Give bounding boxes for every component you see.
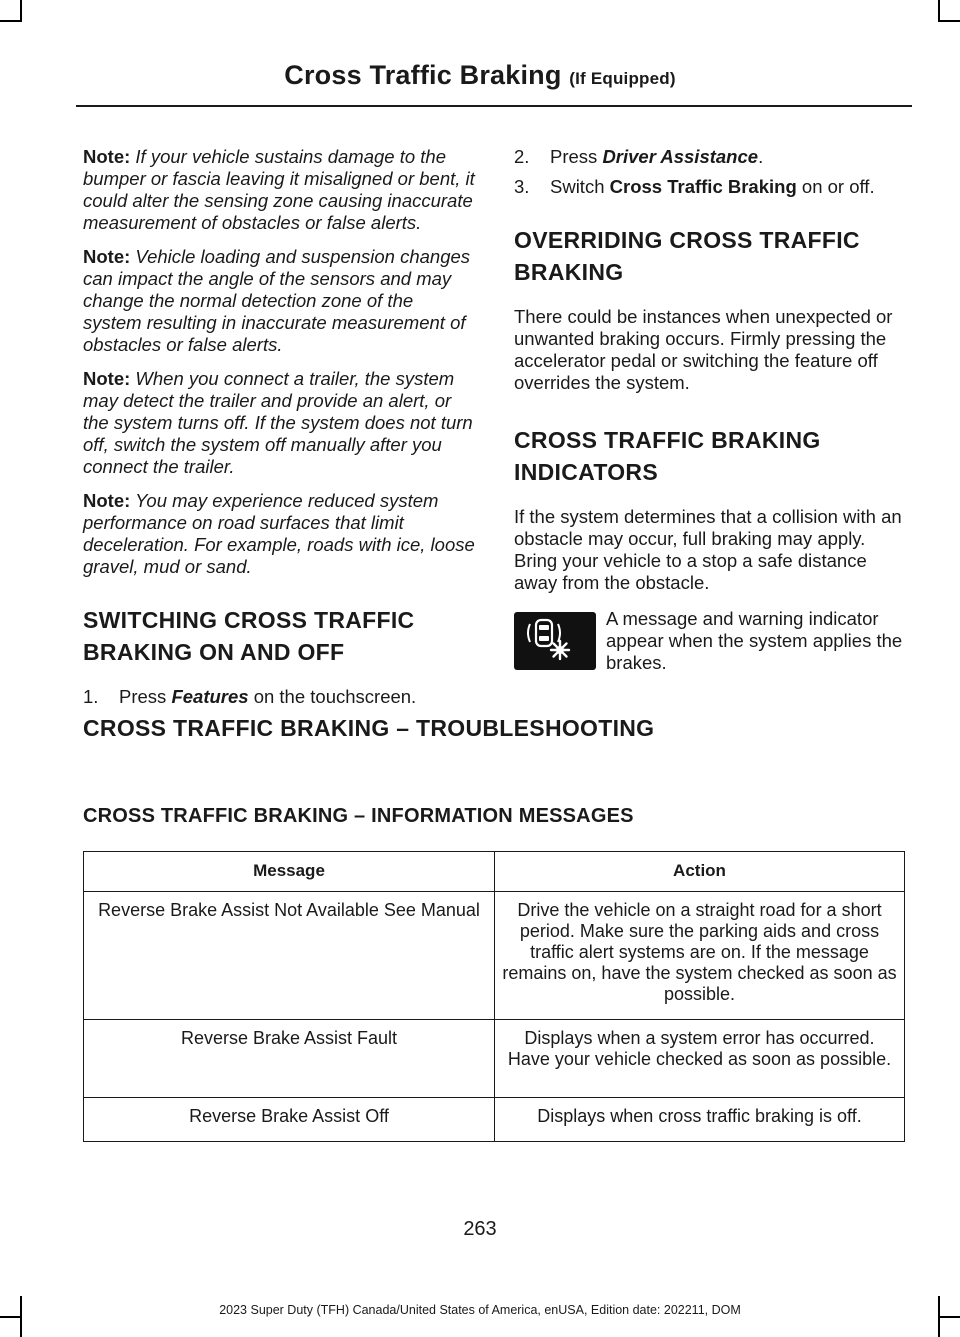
switching-heading-line-2: BRAKING ON AND OFF bbox=[83, 639, 345, 665]
page-title: Cross Traffic Braking bbox=[284, 60, 562, 90]
note-text: Vehicle loading and suspension changes can impact the angle of the sensors and may change the normal detection zone of the system resulting in inaccurate measurement of obstacles or false alerts. bbox=[83, 246, 471, 355]
information-messages-table bbox=[83, 851, 905, 1142]
indicators-heading bbox=[514, 424, 908, 488]
step-3 bbox=[514, 176, 908, 198]
page-header bbox=[0, 60, 960, 91]
action-cell: Displays when cross traffic braking is off. bbox=[495, 1098, 905, 1142]
step-number: 1. bbox=[83, 686, 99, 707]
step-text: Press Features on the touchscreen. bbox=[119, 686, 417, 707]
column-header-message: Message bbox=[84, 852, 495, 892]
switching-heading bbox=[83, 604, 475, 668]
action-cell: Drive the vehicle on a straight road for a short period. Make sure the parking aids and cross traffic alert systems are on. If the message remains on, have the system checked as soon as possible. bbox=[495, 892, 905, 1020]
note-label: Note: bbox=[83, 490, 131, 511]
left-column bbox=[83, 146, 475, 716]
right-column bbox=[514, 146, 908, 674]
note-label: Note: bbox=[83, 368, 131, 389]
page-footer: 2023 Super Duty (TFH) Canada/United States of America, enUSA, Edition date: 202211, DOM bbox=[219, 1303, 741, 1317]
header-divider bbox=[76, 105, 912, 107]
column-header-action: Action bbox=[495, 852, 905, 892]
indicator-caption: A message and warning indicator appear when the system applies the brakes. bbox=[606, 608, 903, 673]
information-messages-heading: CROSS TRAFFIC BRAKING – INFORMATION MESSAGES bbox=[83, 805, 634, 827]
message-cell: Reverse Brake Assist Not Available See Manual bbox=[84, 892, 495, 1020]
page-title-suffix: (If Equipped) bbox=[569, 69, 676, 88]
driver-assistance-label: Driver Assistance bbox=[602, 146, 759, 167]
cross-traffic-braking-label: Cross Traffic Braking bbox=[609, 176, 797, 197]
note-label: Note: bbox=[83, 146, 131, 167]
step-text: Switch Cross Traffic Braking on or off. bbox=[550, 176, 875, 197]
overriding-heading bbox=[514, 224, 908, 288]
crop-mark bbox=[0, 20, 22, 22]
page-number: 263 bbox=[463, 1218, 497, 1240]
note-text: You may experience reduced system performance on road surfaces that limit deceleration. For example, roads with ice, loose gravel, mud or sand. bbox=[83, 490, 475, 577]
overriding-heading-line-2: BRAKING bbox=[514, 259, 624, 285]
crop-mark bbox=[938, 20, 960, 22]
step-2 bbox=[514, 146, 908, 168]
troubleshooting-heading: CROSS TRAFFIC BRAKING – TROUBLESHOOTING bbox=[83, 715, 655, 741]
overriding-paragraph: There could be instances when unexpected or unwanted braking occurs. Firmly pressing the accelerator pedal or switching the feature off overrides the system. bbox=[514, 306, 893, 393]
overriding-heading-line-1: OVERRIDING CROSS TRAFFIC bbox=[514, 227, 860, 253]
note-paragraph bbox=[83, 146, 475, 234]
note-text: If your vehicle sustains damage to the bumper or fascia leaving it misaligned or bent, it could alter the sensing zone causing inaccurate measurement of obstacles or false alerts. bbox=[83, 146, 475, 233]
note-paragraph bbox=[83, 368, 475, 478]
step-number: 2. bbox=[514, 146, 530, 167]
indicators-heading-line-2: INDICATORS bbox=[514, 459, 658, 485]
switching-heading-line-1: SWITCHING CROSS TRAFFIC bbox=[83, 607, 415, 633]
note-paragraph bbox=[83, 490, 475, 578]
message-cell: Reverse Brake Assist Fault bbox=[84, 1020, 495, 1098]
note-paragraph bbox=[83, 246, 475, 356]
cross-traffic-braking-warning-icon bbox=[514, 612, 596, 670]
table-header-row bbox=[84, 852, 905, 892]
note-label: Note: bbox=[83, 246, 131, 267]
crop-mark bbox=[938, 0, 940, 22]
table-row bbox=[84, 1098, 905, 1142]
note-text: When you connect a trailer, the system may detect the trailer and provide an alert, or the system turns off. If the system does not turn off, switch the system off manually after you connect the trailer. bbox=[83, 368, 473, 477]
indicators-paragraph: If the system determines that a collision with an obstacle may occur, full braking may apply. Bring your vehicle to a stop a safe distance away from the obstacle. bbox=[514, 506, 902, 593]
indicator-row bbox=[514, 608, 908, 674]
action-cell: Displays when a system error has occurred. Have your vehicle checked as soon as possible. bbox=[495, 1020, 905, 1098]
indicators-heading-line-1: CROSS TRAFFIC BRAKING bbox=[514, 427, 821, 453]
step-text: Press Driver Assistance. bbox=[550, 146, 764, 167]
step-1 bbox=[83, 686, 475, 708]
step-number: 3. bbox=[514, 176, 530, 197]
message-cell: Reverse Brake Assist Off bbox=[84, 1098, 495, 1142]
features-label: Features bbox=[171, 686, 249, 707]
table-row bbox=[84, 1020, 905, 1098]
table-row bbox=[84, 892, 905, 1020]
crop-mark bbox=[20, 0, 22, 22]
